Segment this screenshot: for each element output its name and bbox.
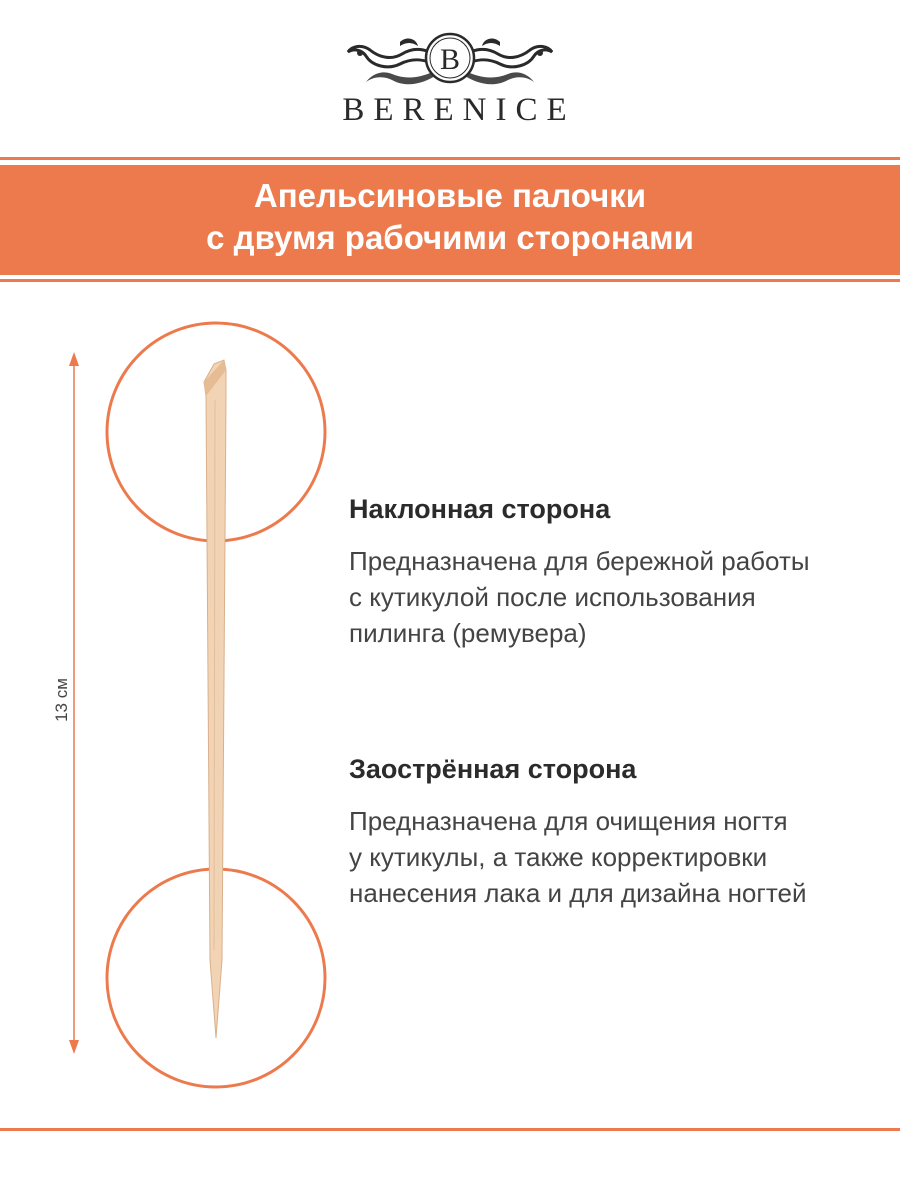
description-line: пилинга (ремувера) (349, 618, 587, 648)
description-line: с кутикулой после использования (349, 582, 756, 612)
ornament-logo-icon (340, 28, 560, 98)
description-line: Предназначена для очищения ногтя (349, 806, 788, 836)
footer-rule (0, 1128, 900, 1131)
description-line: у кутикулы, а также корректировки (349, 842, 768, 872)
orange-stick-illustration (0, 300, 340, 1100)
dimension-label: 13 см (52, 678, 71, 722)
section-description (349, 803, 889, 911)
banner-title-line-2: с двумя рабочими сторонами (206, 219, 694, 256)
banner-top-rule (0, 157, 900, 160)
brand-monogram: B (439, 43, 461, 76)
banner-title-line-1: Апельсиновые палочки (253, 177, 647, 214)
banner-bottom-rule (0, 279, 900, 282)
wooden-stick-icon (204, 360, 226, 1038)
section-title: Заострённая сторона (349, 754, 637, 784)
section-description (349, 543, 889, 651)
section-title: Наклонная сторона (349, 494, 611, 524)
section-pointed-side (349, 754, 889, 911)
description-line: нанесения лака и для дизайна ногтей (349, 878, 807, 908)
title-banner (0, 165, 900, 275)
description-line: Предназначена для бережной работы (349, 546, 810, 576)
section-slanted-side (349, 494, 889, 651)
brand-name: BERENICE (342, 92, 576, 128)
